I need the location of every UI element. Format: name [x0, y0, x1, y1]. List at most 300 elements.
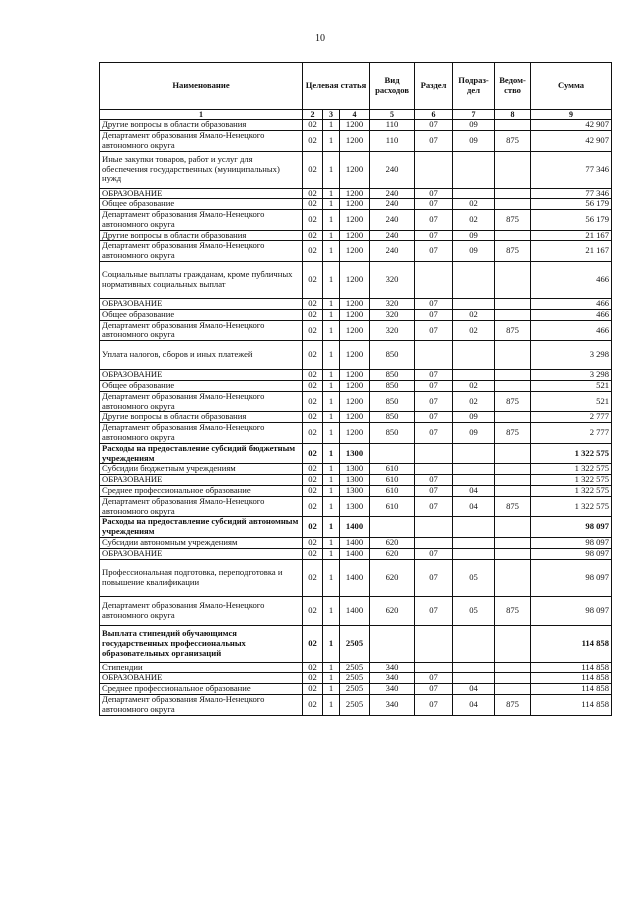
row-sum: 98 097: [531, 538, 612, 549]
row-target-code-2: 1: [323, 684, 340, 695]
row-subsection: 09: [453, 423, 495, 444]
row-target-code-3: 1200: [340, 412, 370, 423]
row-name: Департамент образования Ямало-Ненецкого автономного округа: [100, 596, 303, 625]
table-row: [100, 423, 612, 444]
row-section: [415, 464, 453, 475]
row-target-code-1: 02: [303, 662, 323, 673]
row-target-code-3: 1200: [340, 381, 370, 392]
row-subsection: 04: [453, 684, 495, 695]
table-row: [100, 673, 612, 684]
table-row: [100, 381, 612, 392]
row-sum: 1 322 575: [531, 496, 612, 517]
row-expense-type: 320: [370, 262, 415, 299]
row-expense-type: 850: [370, 423, 415, 444]
header-sum: Сумма: [531, 63, 612, 110]
row-section: 07: [415, 684, 453, 695]
row-department: [495, 625, 531, 662]
row-expense-type: 340: [370, 695, 415, 716]
row-name: ОБРАЗОВАНИЕ: [100, 188, 303, 199]
row-expense-type: 850: [370, 341, 415, 370]
row-sum: 521: [531, 381, 612, 392]
row-name: ОБРАЗОВАНИЕ: [100, 548, 303, 559]
row-target-code-2: 1: [323, 486, 340, 497]
row-subsection: 09: [453, 120, 495, 131]
row-section: 07: [415, 299, 453, 310]
row-name: Расходы на предоставление субсидий автономным учреждениям: [100, 517, 303, 538]
row-sum: 98 097: [531, 517, 612, 538]
col-number: 9: [531, 110, 612, 120]
row-expense-type: 320: [370, 309, 415, 320]
row-section: 07: [415, 230, 453, 241]
row-subsection: [453, 443, 495, 464]
row-target-code-3: 1300: [340, 486, 370, 497]
row-department: 875: [495, 320, 531, 341]
row-expense-type: [370, 443, 415, 464]
row-section: 07: [415, 241, 453, 262]
header-subsection: Подраз-дел: [453, 63, 495, 110]
row-department: 875: [495, 695, 531, 716]
row-expense-type: 850: [370, 412, 415, 423]
row-target-code-3: 1200: [340, 391, 370, 412]
row-target-code-3: 2505: [340, 695, 370, 716]
row-department: [495, 486, 531, 497]
row-department: [495, 381, 531, 392]
row-target-code-1: 02: [303, 538, 323, 549]
row-department: 875: [495, 130, 531, 151]
row-target-code-3: 1200: [340, 423, 370, 444]
row-expense-type: 340: [370, 673, 415, 684]
row-department: 875: [495, 241, 531, 262]
row-expense-type: 340: [370, 684, 415, 695]
row-sum: 3 298: [531, 370, 612, 381]
row-expense-type: 620: [370, 559, 415, 596]
row-section: 07: [415, 548, 453, 559]
row-target-code-3: 1200: [340, 241, 370, 262]
row-department: [495, 517, 531, 538]
row-target-code-3: 1200: [340, 151, 370, 188]
row-expense-type: 610: [370, 486, 415, 497]
row-expense-type: 110: [370, 120, 415, 131]
row-target-code-3: 1200: [340, 130, 370, 151]
row-target-code-3: 1200: [340, 210, 370, 231]
row-section: 07: [415, 381, 453, 392]
row-sum: 42 907: [531, 120, 612, 131]
col-number: 5: [370, 110, 415, 120]
row-department: 875: [495, 496, 531, 517]
row-department: 875: [495, 596, 531, 625]
row-subsection: [453, 475, 495, 486]
row-sum: 466: [531, 309, 612, 320]
row-name: Департамент образования Ямало-Ненецкого автономного округа: [100, 210, 303, 231]
table-row: [100, 391, 612, 412]
header-name: Наименование: [100, 63, 303, 110]
row-target-code-3: 1400: [340, 538, 370, 549]
row-section: 07: [415, 695, 453, 716]
row-target-code-1: 02: [303, 130, 323, 151]
row-name: Иные закупки товаров, работ и услуг для обеспечения государственных (муниципальных) нужд: [100, 151, 303, 188]
row-sum: 114 858: [531, 662, 612, 673]
row-section: 07: [415, 673, 453, 684]
row-sum: 42 907: [531, 130, 612, 151]
row-target-code-2: 1: [323, 423, 340, 444]
row-section: 07: [415, 486, 453, 497]
row-sum: 466: [531, 320, 612, 341]
row-target-code-3: 2505: [340, 662, 370, 673]
table-row: [100, 596, 612, 625]
row-department: [495, 559, 531, 596]
row-name: Департамент образования Ямало-Ненецкого автономного округа: [100, 695, 303, 716]
row-target-code-3: 1400: [340, 548, 370, 559]
row-target-code-3: 1400: [340, 517, 370, 538]
row-subsection: [453, 370, 495, 381]
row-target-code-1: 02: [303, 486, 323, 497]
row-sum: 77 346: [531, 188, 612, 199]
col-number: 8: [495, 110, 531, 120]
row-sum: 466: [531, 299, 612, 310]
row-target-code-1: 02: [303, 559, 323, 596]
row-department: [495, 538, 531, 549]
row-target-code-1: 02: [303, 230, 323, 241]
row-section: [415, 151, 453, 188]
row-target-code-3: 1400: [340, 559, 370, 596]
row-target-code-2: 1: [323, 199, 340, 210]
row-target-code-2: 1: [323, 381, 340, 392]
row-target-code-2: 1: [323, 299, 340, 310]
row-department: [495, 120, 531, 131]
row-subsection: [453, 151, 495, 188]
row-subsection: 04: [453, 486, 495, 497]
row-name: Среднее профессиональное образование: [100, 486, 303, 497]
row-target-code-1: 02: [303, 151, 323, 188]
row-name: Социальные выплаты гражданам, кроме публичных нормативных социальных выплат: [100, 262, 303, 299]
table-row: [100, 230, 612, 241]
row-target-code-2: 1: [323, 188, 340, 199]
row-target-code-2: 1: [323, 662, 340, 673]
row-subsection: [453, 538, 495, 549]
table-row: [100, 210, 612, 231]
row-expense-type: 850: [370, 370, 415, 381]
row-name: Департамент образования Ямало-Ненецкого автономного округа: [100, 241, 303, 262]
row-sum: 2 777: [531, 412, 612, 423]
row-sum: 1 322 575: [531, 486, 612, 497]
row-target-code-2: 1: [323, 370, 340, 381]
row-expense-type: 610: [370, 496, 415, 517]
row-target-code-2: 1: [323, 538, 340, 549]
row-expense-type: 240: [370, 210, 415, 231]
row-target-code-2: 1: [323, 130, 340, 151]
row-department: [495, 412, 531, 423]
row-section: [415, 262, 453, 299]
row-target-code-3: 1200: [340, 199, 370, 210]
row-subsection: [453, 662, 495, 673]
row-target-code-3: 1200: [340, 262, 370, 299]
row-target-code-1: 02: [303, 391, 323, 412]
row-department: [495, 188, 531, 199]
row-target-code-2: 1: [323, 262, 340, 299]
row-target-code-1: 02: [303, 299, 323, 310]
row-name: Департамент образования Ямало-Ненецкого автономного округа: [100, 320, 303, 341]
row-subsection: [453, 625, 495, 662]
row-subsection: [453, 464, 495, 475]
row-section: 07: [415, 130, 453, 151]
row-department: [495, 299, 531, 310]
row-target-code-1: 02: [303, 412, 323, 423]
row-sum: 1 322 575: [531, 443, 612, 464]
row-expense-type: [370, 625, 415, 662]
row-target-code-2: 1: [323, 625, 340, 662]
row-target-code-3: 1200: [340, 188, 370, 199]
row-section: 07: [415, 370, 453, 381]
row-subsection: [453, 517, 495, 538]
row-target-code-2: 1: [323, 673, 340, 684]
row-expense-type: 320: [370, 320, 415, 341]
col-number: 3: [323, 110, 340, 120]
row-subsection: 09: [453, 412, 495, 423]
row-subsection: 05: [453, 596, 495, 625]
header-section: Раздел: [415, 63, 453, 110]
row-section: 07: [415, 199, 453, 210]
row-expense-type: 240: [370, 241, 415, 262]
row-target-code-1: 02: [303, 695, 323, 716]
row-expense-type: 620: [370, 596, 415, 625]
row-section: 07: [415, 412, 453, 423]
row-target-code-2: 1: [323, 309, 340, 320]
row-target-code-1: 02: [303, 443, 323, 464]
row-target-code-2: 1: [323, 320, 340, 341]
row-name: Субсидии бюджетным учреждениям: [100, 464, 303, 475]
row-section: 07: [415, 391, 453, 412]
row-subsection: 09: [453, 130, 495, 151]
row-sum: 56 179: [531, 210, 612, 231]
row-name: Уплата налогов, сборов и иных платежей: [100, 341, 303, 370]
table-row: [100, 120, 612, 131]
row-subsection: 09: [453, 241, 495, 262]
row-target-code-3: 1200: [340, 230, 370, 241]
row-subsection: 02: [453, 309, 495, 320]
row-department: [495, 309, 531, 320]
row-target-code-3: 1200: [340, 320, 370, 341]
row-name: Общее образование: [100, 381, 303, 392]
table-row: [100, 412, 612, 423]
row-target-code-1: 02: [303, 199, 323, 210]
row-target-code-2: 1: [323, 695, 340, 716]
row-name: Стипендии: [100, 662, 303, 673]
row-target-code-1: 02: [303, 596, 323, 625]
table-row: [100, 662, 612, 673]
col-number: 7: [453, 110, 495, 120]
table-row: [100, 199, 612, 210]
row-target-code-2: 1: [323, 496, 340, 517]
table-row: [100, 151, 612, 188]
row-sum: 2 777: [531, 423, 612, 444]
row-expense-type: 240: [370, 199, 415, 210]
col-number: 4: [340, 110, 370, 120]
row-target-code-1: 02: [303, 475, 323, 486]
row-department: [495, 464, 531, 475]
header-row: [100, 63, 612, 110]
column-number-row: [100, 110, 612, 120]
row-department: [495, 262, 531, 299]
row-target-code-3: 2505: [340, 625, 370, 662]
row-section: 07: [415, 496, 453, 517]
row-target-code-1: 02: [303, 684, 323, 695]
row-target-code-1: 02: [303, 309, 323, 320]
row-name: Департамент образования Ямало-Ненецкого автономного округа: [100, 130, 303, 151]
row-department: [495, 475, 531, 486]
row-department: [495, 684, 531, 695]
table-row: [100, 241, 612, 262]
row-subsection: [453, 188, 495, 199]
row-expense-type: 610: [370, 475, 415, 486]
row-target-code-2: 1: [323, 548, 340, 559]
table-row: [100, 475, 612, 486]
row-section: 07: [415, 210, 453, 231]
row-target-code-3: 1200: [340, 341, 370, 370]
row-subsection: [453, 299, 495, 310]
row-subsection: [453, 673, 495, 684]
table-row: [100, 341, 612, 370]
row-target-code-2: 1: [323, 230, 340, 241]
row-target-code-3: 1300: [340, 443, 370, 464]
header-expense-type: Вид расходов: [370, 63, 415, 110]
row-target-code-3: 1200: [340, 309, 370, 320]
row-name: Департамент образования Ямало-Ненецкого автономного округа: [100, 423, 303, 444]
row-subsection: 02: [453, 320, 495, 341]
row-target-code-3: 2505: [340, 673, 370, 684]
row-sum: 521: [531, 391, 612, 412]
row-sum: 56 179: [531, 199, 612, 210]
row-target-code-3: 1200: [340, 299, 370, 310]
row-target-code-1: 02: [303, 370, 323, 381]
table-row: [100, 443, 612, 464]
row-sum: 114 858: [531, 695, 612, 716]
row-target-code-1: 02: [303, 464, 323, 475]
row-expense-type: 610: [370, 464, 415, 475]
row-target-code-3: 2505: [340, 684, 370, 695]
col-number: 6: [415, 110, 453, 120]
row-section: [415, 662, 453, 673]
row-expense-type: 620: [370, 548, 415, 559]
row-target-code-3: 1300: [340, 496, 370, 517]
row-expense-type: [370, 517, 415, 538]
row-name: ОБРАЗОВАНИЕ: [100, 370, 303, 381]
row-name: Среднее профессиональное образование: [100, 684, 303, 695]
row-target-code-2: 1: [323, 559, 340, 596]
row-section: [415, 517, 453, 538]
row-department: 875: [495, 210, 531, 231]
row-target-code-2: 1: [323, 210, 340, 231]
row-target-code-2: 1: [323, 151, 340, 188]
row-target-code-2: 1: [323, 517, 340, 538]
row-subsection: 02: [453, 210, 495, 231]
row-name: Общее образование: [100, 199, 303, 210]
table-row: [100, 130, 612, 151]
row-section: 07: [415, 596, 453, 625]
row-section: 07: [415, 475, 453, 486]
row-target-code-1: 02: [303, 341, 323, 370]
table-row: [100, 695, 612, 716]
table-row: [100, 486, 612, 497]
table-row: [100, 188, 612, 199]
row-target-code-1: 02: [303, 188, 323, 199]
table-row: [100, 309, 612, 320]
row-sum: 1 322 575: [531, 464, 612, 475]
row-section: 07: [415, 423, 453, 444]
row-expense-type: 240: [370, 230, 415, 241]
row-target-code-1: 02: [303, 262, 323, 299]
page-number: 10: [315, 33, 325, 44]
table-row: [100, 370, 612, 381]
row-target-code-1: 02: [303, 496, 323, 517]
row-sum: 98 097: [531, 559, 612, 596]
row-section: [415, 341, 453, 370]
row-department: [495, 673, 531, 684]
row-subsection: 05: [453, 559, 495, 596]
row-subsection: [453, 341, 495, 370]
row-subsection: 02: [453, 381, 495, 392]
table-row: [100, 548, 612, 559]
row-section: [415, 538, 453, 549]
table-row: [100, 538, 612, 549]
table-row: [100, 684, 612, 695]
row-expense-type: 240: [370, 151, 415, 188]
row-expense-type: 320: [370, 299, 415, 310]
row-sum: 21 167: [531, 230, 612, 241]
row-section: 07: [415, 320, 453, 341]
row-target-code-2: 1: [323, 596, 340, 625]
row-department: [495, 230, 531, 241]
row-sum: 77 346: [531, 151, 612, 188]
row-name: ОБРАЗОВАНИЕ: [100, 673, 303, 684]
row-department: 875: [495, 423, 531, 444]
row-target-code-3: 1200: [340, 370, 370, 381]
row-name: Общее образование: [100, 309, 303, 320]
row-subsection: 02: [453, 199, 495, 210]
header-target-article: Целевая статья: [303, 63, 370, 110]
row-target-code-2: 1: [323, 241, 340, 262]
row-subsection: 09: [453, 230, 495, 241]
row-target-code-2: 1: [323, 443, 340, 464]
row-section: 07: [415, 120, 453, 131]
row-department: [495, 151, 531, 188]
row-expense-type: 850: [370, 391, 415, 412]
row-target-code-1: 02: [303, 241, 323, 262]
table-row: [100, 517, 612, 538]
row-target-code-2: 1: [323, 475, 340, 486]
row-sum: 98 097: [531, 596, 612, 625]
row-target-code-3: 1200: [340, 120, 370, 131]
row-section: 07: [415, 188, 453, 199]
row-target-code-1: 02: [303, 673, 323, 684]
table-row: [100, 320, 612, 341]
row-sum: 114 858: [531, 684, 612, 695]
row-sum: 466: [531, 262, 612, 299]
row-department: 875: [495, 391, 531, 412]
row-target-code-1: 02: [303, 210, 323, 231]
row-section: 07: [415, 309, 453, 320]
row-department: [495, 548, 531, 559]
row-name: ОБРАЗОВАНИЕ: [100, 475, 303, 486]
row-subsection: 02: [453, 391, 495, 412]
row-section: [415, 443, 453, 464]
row-target-code-2: 1: [323, 341, 340, 370]
row-target-code-1: 02: [303, 381, 323, 392]
row-target-code-2: 1: [323, 120, 340, 131]
row-name: Департамент образования Ямало-Ненецкого автономного округа: [100, 496, 303, 517]
row-sum: 114 858: [531, 673, 612, 684]
table-row: [100, 559, 612, 596]
row-subsection: [453, 548, 495, 559]
